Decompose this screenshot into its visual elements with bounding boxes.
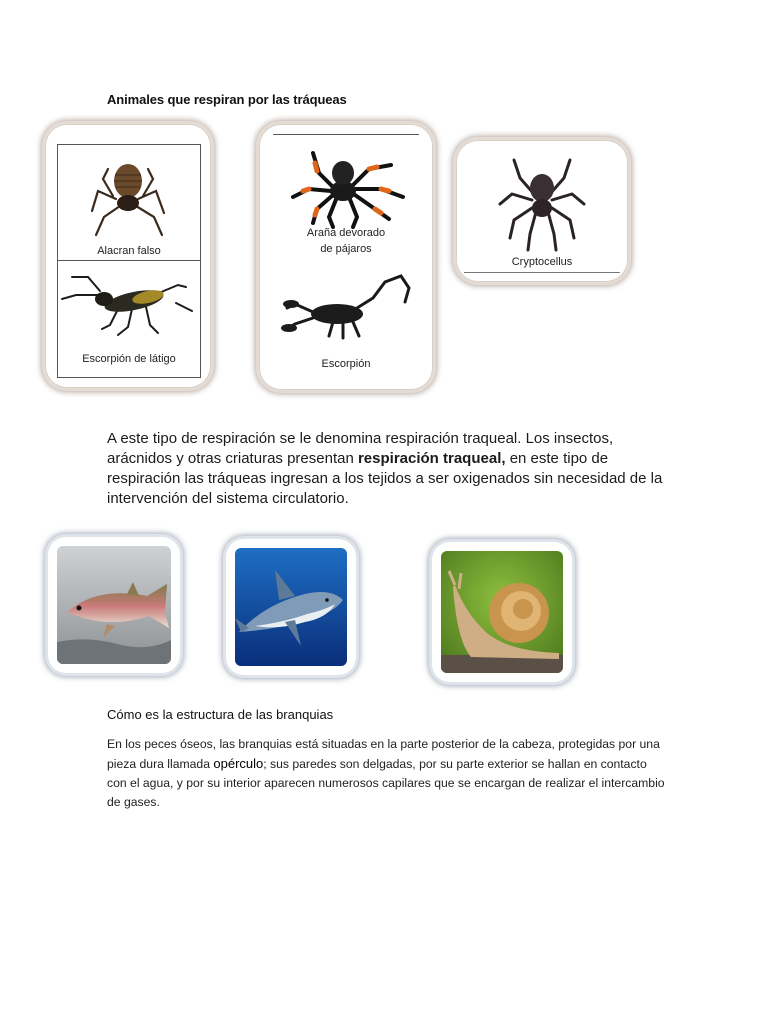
panel-false-scorpion [57,144,201,262]
photo-trout-frame [48,537,180,673]
card-arachnids-2 [259,124,433,390]
section-title-gills: Cómo es la estructura de las branquias [107,707,334,722]
panel-bird-eating-spider [273,134,419,260]
panel-scorpion [273,258,419,382]
shark-photo [235,548,347,666]
caption-whip-scorpion: Escorpión de látigo [82,353,176,365]
paragraph2-text-1: En los peces óseos, las branquias está situadas en la parte posterior de la cabeza, protegidas por una pieza dura llamada [107,737,660,771]
caption-bird-eating-spider-1: Araña devorado [306,227,386,239]
caption-bird-eating-spider-2: de pájaros [320,243,372,255]
whip-scorpion-image [58,265,200,357]
paragraph1-bold: respiración traqueal, [357,450,506,467]
paragraph1-text-1: A este tipo de respiración se le denomina respiración traqueal. Los insectos, arácnidos y otras criaturas presentan [107,430,614,467]
caption-scorpion: Escorpión [321,358,371,370]
paragraph2-text-2: ; sus paredes son delgadas, por su parte exterior se hallan en contacto con el agua, y por su interior aparecen numerosos capilares que se encargan de realizar el intercambio de gases. [107,757,665,809]
card-arachnids-1 [45,124,211,388]
snail-photo [441,551,563,673]
photo-shark-frame [226,539,356,675]
section-title-tracheas: Animales que respiran por las tráqueas [107,92,347,107]
panel-cryptocellus [464,150,620,273]
paragraph1-text-2: en este tipo de respiración las tráqueas ingresan a los tejidos a ser oxigenados sin necesidad de la intervención del sistema circulatorio. [107,450,663,507]
cryptocellus-image [464,154,620,254]
tarantula-image [273,143,419,229]
paragraph2-operculum: opérculo [213,756,264,771]
photo-snail-frame [432,542,572,682]
caption-cryptocellus: Cryptocellus [511,256,573,268]
panel-whip-scorpion [57,260,201,378]
paragraph-gills [107,735,667,812]
trout-photo [57,546,171,664]
caption-false-scorpion: Alacran falso [97,245,161,257]
card-arachnids-3 [456,140,628,282]
paragraph-tracheal-respiration [107,429,667,509]
scorpion-image [273,268,419,352]
false-scorpion-image [58,151,200,251]
